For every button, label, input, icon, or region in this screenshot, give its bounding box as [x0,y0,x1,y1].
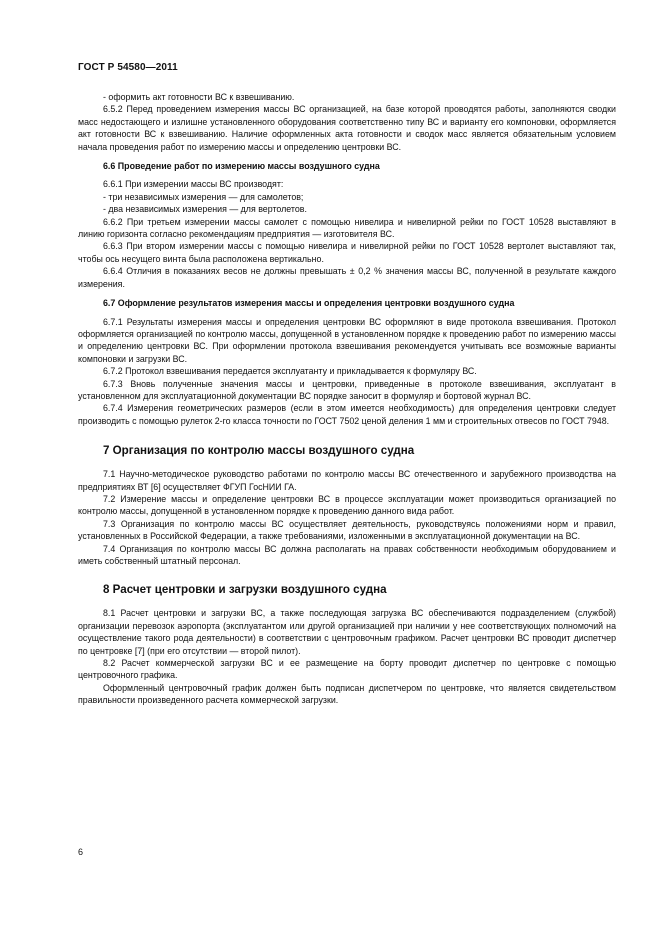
paragraph-7-2: 7.2 Измерение массы и определение центровки ВС в процессе эксплуатации может производиться организацией по контролю массы, допущенной в установленном порядке к проведению данного вида работ. [78,493,616,517]
paragraph-6-5-2: 6.5.2 Перед проведением измерения массы ВС организацией, на базе которой проводятся работы, заполняются сводки масс недостающего и излишне установленного оборудования соответственно типу ВС и варианту его компоновки, оформляется акт готовности ВС к взвешиванию. Наличие оформленных акта готовности и сводок масс является обязательным условием начала проведения работ по измерению массы и определению центровки ВС. [78,104,616,152]
subsection-heading-6-6: 6.6 Проведение работ по измерению массы воздушного судна [103,161,380,172]
paragraph-8-2: 8.2 Расчет коммерческой загрузки ВС и ее размещение на борту проводит диспетчер по центровке с помощью центровочного графика. [78,658,616,681]
page-content [78,91,616,707]
list-item-helicopter: - два независимых измерения — для вертолетов. [103,204,307,215]
paragraph-8-3: Оформленный центровочный график должен быть подписан диспетчером по центровке, что является свидетельством правильности произведенного расчета коммерческой загрузки. [78,682,616,706]
section-heading-8: 8 Расчет центровки и загрузки воздушного судна [103,583,387,597]
paragraph-6-6-3: 6.6.3 При втором измерении массы с помощью нивелира и нивелирной рейки по ГОСТ 10528 вертолет выставляют так, чтобы ось несущего винта была расположена вертикально. [78,241,616,264]
paragraph-7-1: 7.1 Научно-методическое руководство работами по контролю массы ВС отечественного и зарубежного производства на предприятиях ВТ [6] осуществляет ФГУП ГосНИИ ГА. [78,469,616,492]
paragraph-8-1: 8.1 Расчет центровки и загрузки ВС, а также последующая загрузка ВС обеспечиваются подразделением (службой) организации перевозок аэропорта (эксплуатантом или другой организацией при наличии у нее соответствующих полномочий на осуществление такого рода деятельности) в соответствии с центровочным графиком. Расчет центровки ВС проводит диспетчер по центровке [7] (при его отсутствии — второй пилот). [78,608,616,656]
list-item-aircraft: - три независимых измерения — для самолетов; [103,191,304,202]
document-code-header: ГОСТ Р 54580—2011 [78,62,178,73]
paragraph-6-7-3: 6.7.3 Вновь полученные значения массы и центровки, приведенные в протоколе взвешивания, эксплуатант в установленном для эксплуатационной документации ВС порядке заносит в формуляр и бортовой журнал ВС. [78,378,616,401]
paragraph-6-6-1: 6.6.1 При измерении массы ВС производят: [103,179,284,190]
paragraph-intro-item: - оформить акт готовности ВС к взвешиванию. [103,92,295,102]
paragraph-7-4: 7.4 Организация по контролю массы ВС должна располагать на правах собственности необходимым оборудованием и иметь собственный штатный персонал. [78,543,616,566]
paragraph-6-6-4: 6.6.4 Отличия в показаниях весов не должны превышать ± 0,2 % значения массы ВС, полученной в результате каждого измерения. [78,266,616,289]
paragraph-6-7-2: 6.7.2 Протокол взвешивания передается эксплуатанту и прикладывается к формуляру ВС. [103,366,477,377]
page-number: 6 [78,847,84,857]
paragraph-6-6-2: 6.6.2 При третьем измерении массы самолет с помощью нивелира и нивелирной рейки по ГОСТ 10528 выставляют в линию горизонта согласно рекомендациям предприятия — изготовителя ВС. [78,216,616,240]
subsection-heading-6-7: 6.7 Оформление результатов измерения массы и определения центровки воздушного судна [103,298,515,309]
section-heading-7: 7 Организация по контролю массы воздушного судна [103,444,415,458]
paragraph-7-3: 7.3 Организация по контролю массы ВС осуществляет деятельность, руководствуясь положениями норм и правил, установленных в Российской Федерации, а также требованиями, изложенными в эксплуатационной документации на ВС. [78,518,616,542]
paragraph-6-7-1: 6.7.1 Результаты измерения массы и определения центровки ВС оформляют в виде протокола взвешивания. Протокол оформляется организацией по контролю массы, допущенной в установленном порядке к проведению работ по измерению массы и определению центровки ВС. При оформлении протокола взвешивания рекомендуется учитывать все возможные варианты компоновки и загрузки ВС. [78,316,616,364]
paragraph-6-7-4: 6.7.4 Измерения геометрических размеров (если в этом имеется необходимость) для определения центровки следует производить с помощью рулеток 2-го класса точности по ГОСТ 7502 ценой деления 1 мм и строительных отвесов по ГОСТ 7948. [78,403,616,426]
